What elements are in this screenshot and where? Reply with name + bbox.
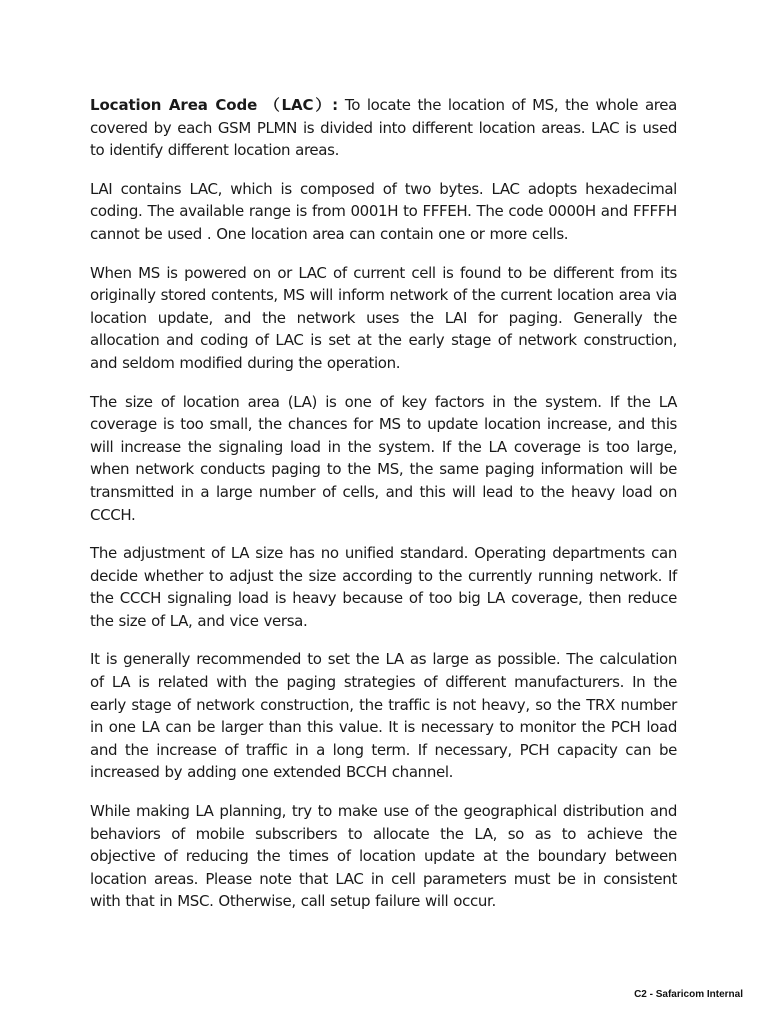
paragraph-recommendation: It is generally recommended to set the LA as large as possible. The calculation of LA is related with the paging strategies of different manufacturers. In the early stage of network construction, the traffic is not heavy, so the TRX number in one LA can be larger than this value. It is necessary to monitor the PCH load and the increase of traffic in a long term. If necessary, PCH capacity can be increased by adding one extended BCCH channel. [90, 650, 677, 782]
paragraph-la-adjustment: The adjustment of LA size has no unified standard. Operating departments can decide whether to adjust the size according to the currently running network. If the CCCH signaling load is heavy because of too big LA coverage, then reduce the size of LA, and vice versa. [90, 544, 677, 630]
paragraph-text: To locate the location of MS, the whole area covered by each GSM PLMN is divided into different location areas. LAC is used to identify different location areas. [90, 96, 677, 160]
document-body [90, 94, 677, 929]
paragraph-la-size: The size of location area (LA) is one of key factors in the system. If the LA coverage is too small, the chances for MS to update location increase, and this will increase the signaling load in the system. If the LA coverage is too large, when network conducts paging to the MS, the same paging information will be transmitted in a large number of cells, and this will lead to the heavy load on CCCH. [90, 392, 677, 524]
term-location-area-code: Location Area Code （LAC）: [90, 96, 339, 114]
paragraph-location-update: When MS is powered on or LAC of current cell is found to be different from its originally stored contents, MS will inform network of the current location area via location update, and the network uses the LAI for paging. Generally the allocation and coding of LAC is set at the early stage of network construction, and seldom modified during the operation. [90, 263, 677, 372]
paragraph-la-planning: While making LA planning, try to make use of the geographical distribution and behaviors of mobile subscribers to allocate the LA, so as to achieve the objective of reducing the times of location update at the boundary between location areas. Please note that LAC in cell parameters must be in consistent with that in MSC. Otherwise, call setup failure will occur. [90, 802, 677, 911]
classification-footer: C2 - Safaricom Internal [634, 989, 743, 1000]
paragraph-location-area-code [90, 94, 677, 162]
paragraph-lai: LAI contains LAC, which is composed of two bytes. LAC adopts hexadecimal coding. The available range is from 0001H to FFFEH. The code 0000H and FFFFH cannot be used . One location area can contain one or more cells. [90, 179, 677, 243]
